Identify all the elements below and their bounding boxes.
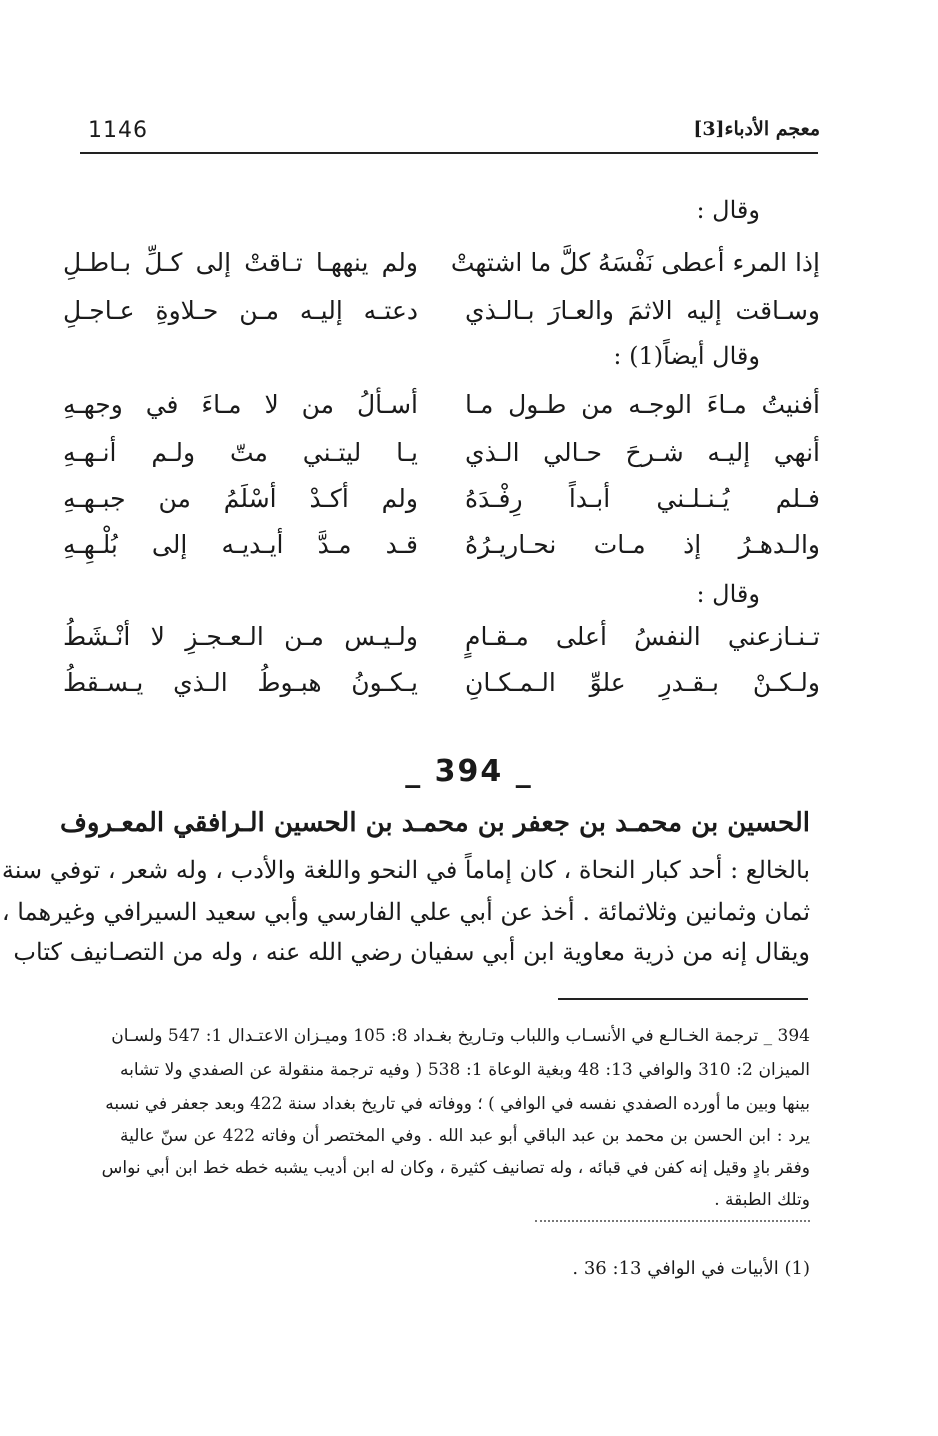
page-number: 1146 bbox=[88, 118, 148, 143]
verse-second-hemistich: يـكـونُ هبـوطُ الـذي يـسـقطُ bbox=[63, 668, 418, 697]
poem-intro: وقال : bbox=[696, 196, 760, 224]
footnote-divider bbox=[558, 998, 808, 1000]
verse-first-hemistich: إذا المرء أعطى نَفْسَهُ كلَّ ما اشتهتْ bbox=[450, 248, 820, 277]
footnote-line: بينها وبين ما أورده الصفدي نفسه في الوافي ) ؛ ووفاته في تاريخ بغداد سنة 422 وبعد جعفر في نسبه bbox=[105, 1094, 810, 1114]
verse-second-hemistich: ولم أكـدْ أسْلَمُ من جبـهـهِ bbox=[63, 484, 418, 513]
verse-second-hemistich: ولم ينههـا تـاقتْ إلى كـلِّ بـاطـلِ bbox=[63, 248, 418, 277]
verse-first-hemistich: أنهي إليـه شـرحَ حـالي الـذي bbox=[465, 438, 820, 467]
footnote-separator bbox=[535, 1220, 810, 1222]
entry-number: _ 394 _ bbox=[405, 754, 533, 789]
footnote-line: 394 _ ترجمة الخـالـع في الأنسـاب واللباب وتـاريخ بغـداد 8: 105 وميـزان الاعتـدال 1: 547 ولسـان bbox=[111, 1026, 810, 1046]
entry-text-line: بالخالع : أحد كبار النحاة ، كان إماماً في النحو واللغة والأدب ، وله شعر ، توفي سنة bbox=[1, 856, 810, 884]
verse-second-hemistich: يـا ليتـني متّ ولـم أنـهـهِ bbox=[63, 438, 418, 467]
footnote-line: يرد : ابن الحسن بن محمد بن عبد الباقي أبو عبد الله . وفي المختصر أن وفاته 422 عن سنّ عالية bbox=[120, 1126, 810, 1146]
verse-second-hemistich: أسـألُ من لا مـاءَ في وجهـهِ bbox=[63, 390, 418, 419]
poem-intro: وقال : bbox=[696, 580, 760, 608]
footnote-line: وفقر بادٍ وقيل إنه كفن في قبائه ، وله تصانيف كثيرة ، وكان له ابن أديب يشبه خطه خط ابن أبي نواس bbox=[101, 1158, 810, 1178]
verse-footnote: (1) الأبيات في الوافي 13: 36 . bbox=[572, 1258, 810, 1279]
verse-second-hemistich: دعتـه إليـه مـن حـلاوةِ عـاجـلِ bbox=[63, 296, 418, 325]
verse-first-hemistich: والـدهـرُ إذ مـات نحـاريـرُهُ bbox=[465, 530, 820, 559]
header-divider bbox=[80, 152, 818, 154]
verse-second-hemistich: قـد مـدَّ أيـديـه إلى بُلْـهِـهِ bbox=[63, 530, 418, 559]
footnote-line: وتلك الطبقة . bbox=[714, 1190, 810, 1210]
footnote-line: الميزان 2: 310 والوافي 13: 48 وبغية الوعاة 1: 538 ( وفيه ترجمة منقولة عن الصفدي ولا تشابه bbox=[120, 1060, 810, 1080]
entry-text-line: ويقال إنه من ذرية معاوية ابن أبي سفيان رضي الله عنه ، وله من التصـانيف كتاب bbox=[13, 938, 810, 966]
verse-second-hemistich: ولـيـس مـن الـعـجـزِ لا أنْـشَطُ bbox=[63, 622, 418, 651]
running-title: معجم الأدباء[3] bbox=[693, 118, 820, 140]
verse-first-hemistich: تـنـازعني النفسُ أعلى مـقـامٍ bbox=[465, 622, 820, 651]
verse-first-hemistich: وسـاقت إليه الاثمَ والعـارَ بـالـذي bbox=[465, 296, 820, 325]
entry-heading-line: الحسين بن محمـد بن جعفر بن محمـد بن الحسين الـرافقي المعـروف bbox=[59, 808, 810, 838]
verse-first-hemistich: ولـكـنْ بـقـدرِ علوِّ الـمـكـانِ bbox=[465, 668, 820, 697]
entry-text-line: ثمان وثمانين وثلاثمائة . أخذ عن أبي علي الفارسي وأبي سعيد السيرافي وغيرهما ، bbox=[1, 898, 810, 926]
verse-first-hemistich: فـلم يُـنـلـني أبـداً رِفْـدَهُ bbox=[465, 484, 820, 513]
verse-first-hemistich: أفنيتُ مـاءَ الوجـه من طـول مـا bbox=[465, 390, 820, 419]
poem-intro: وقال أيضاً(1) : bbox=[613, 342, 760, 370]
